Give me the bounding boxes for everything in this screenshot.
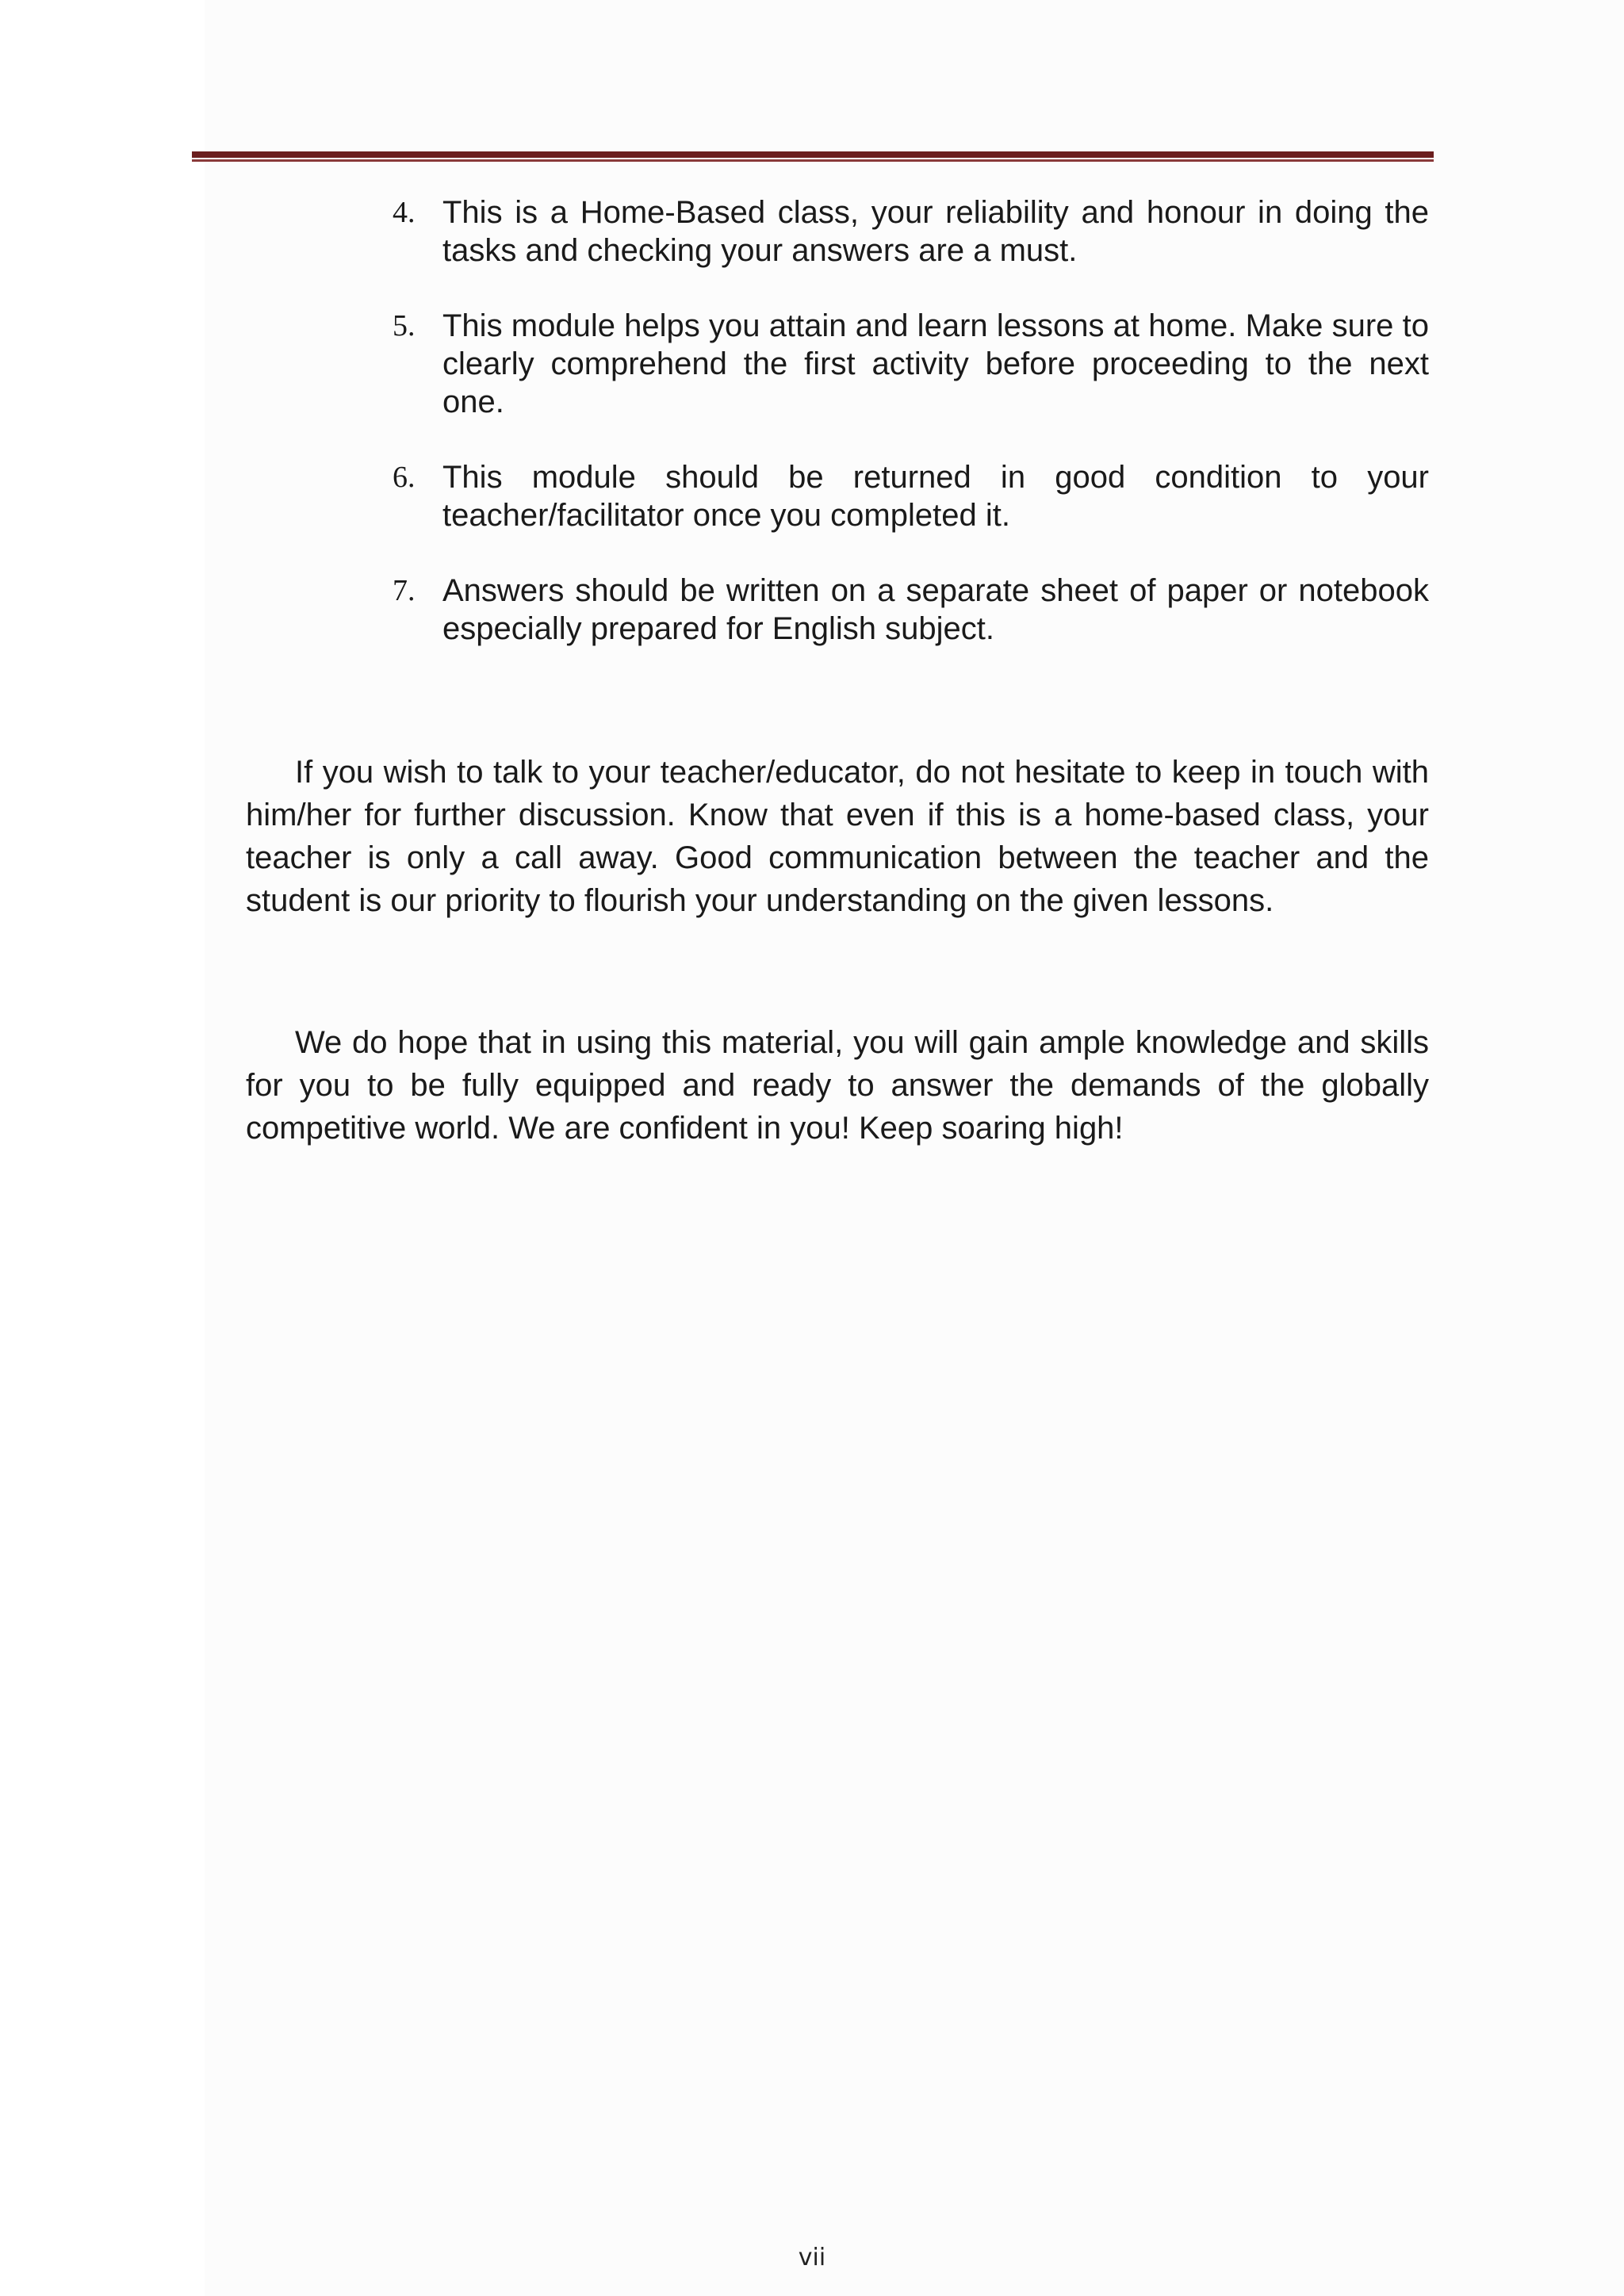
list-item-text: This module helps you attain and learn lessons at home. Make sure to clearly comprehend the first activity before proceeding to the next one.	[442, 308, 1429, 419]
header-rule-thin-line	[192, 159, 1434, 162]
list-item-number: 5.	[393, 309, 416, 342]
header-rule	[192, 151, 1434, 163]
list-item	[389, 307, 1429, 421]
instructions-list	[389, 193, 1429, 685]
list-item-number: 6.	[393, 461, 416, 494]
list-item-number: 7.	[393, 574, 416, 607]
closing-paragraph: We do hope that in using this material, you will gain ample knowledge and skills for you to be fully equipped and ready to answer the demands of the globally competitive world. We are confident in you! Keep soaring high!	[246, 1025, 1429, 1146]
contact-teacher-paragraph: If you wish to talk to your teacher/educator, do not hesitate to keep in touch with him/her for further discussion. Know that even if this is a home-based class, your teacher is only a call away. Good communication between the teacher and the student is our priority to flourish your understanding on the given lessons.	[246, 755, 1429, 918]
header-rule-thick-line	[192, 151, 1434, 158]
list-item-text: This is a Home-Based class, your reliability and honour in doing the tasks and checking your answers are a must.	[442, 195, 1429, 268]
list-item-number: 4.	[393, 196, 416, 229]
list-item-text: This module should be returned in good condition to your teacher/facilitator once you completed it.	[442, 460, 1429, 533]
list-item	[389, 193, 1429, 270]
list-item-text: Answers should be written on a separate sheet of paper or notebook especially prepared for English subject.	[442, 573, 1429, 646]
page-number: vii	[798, 2244, 826, 2271]
list-item	[389, 572, 1429, 648]
list-item	[389, 458, 1429, 534]
